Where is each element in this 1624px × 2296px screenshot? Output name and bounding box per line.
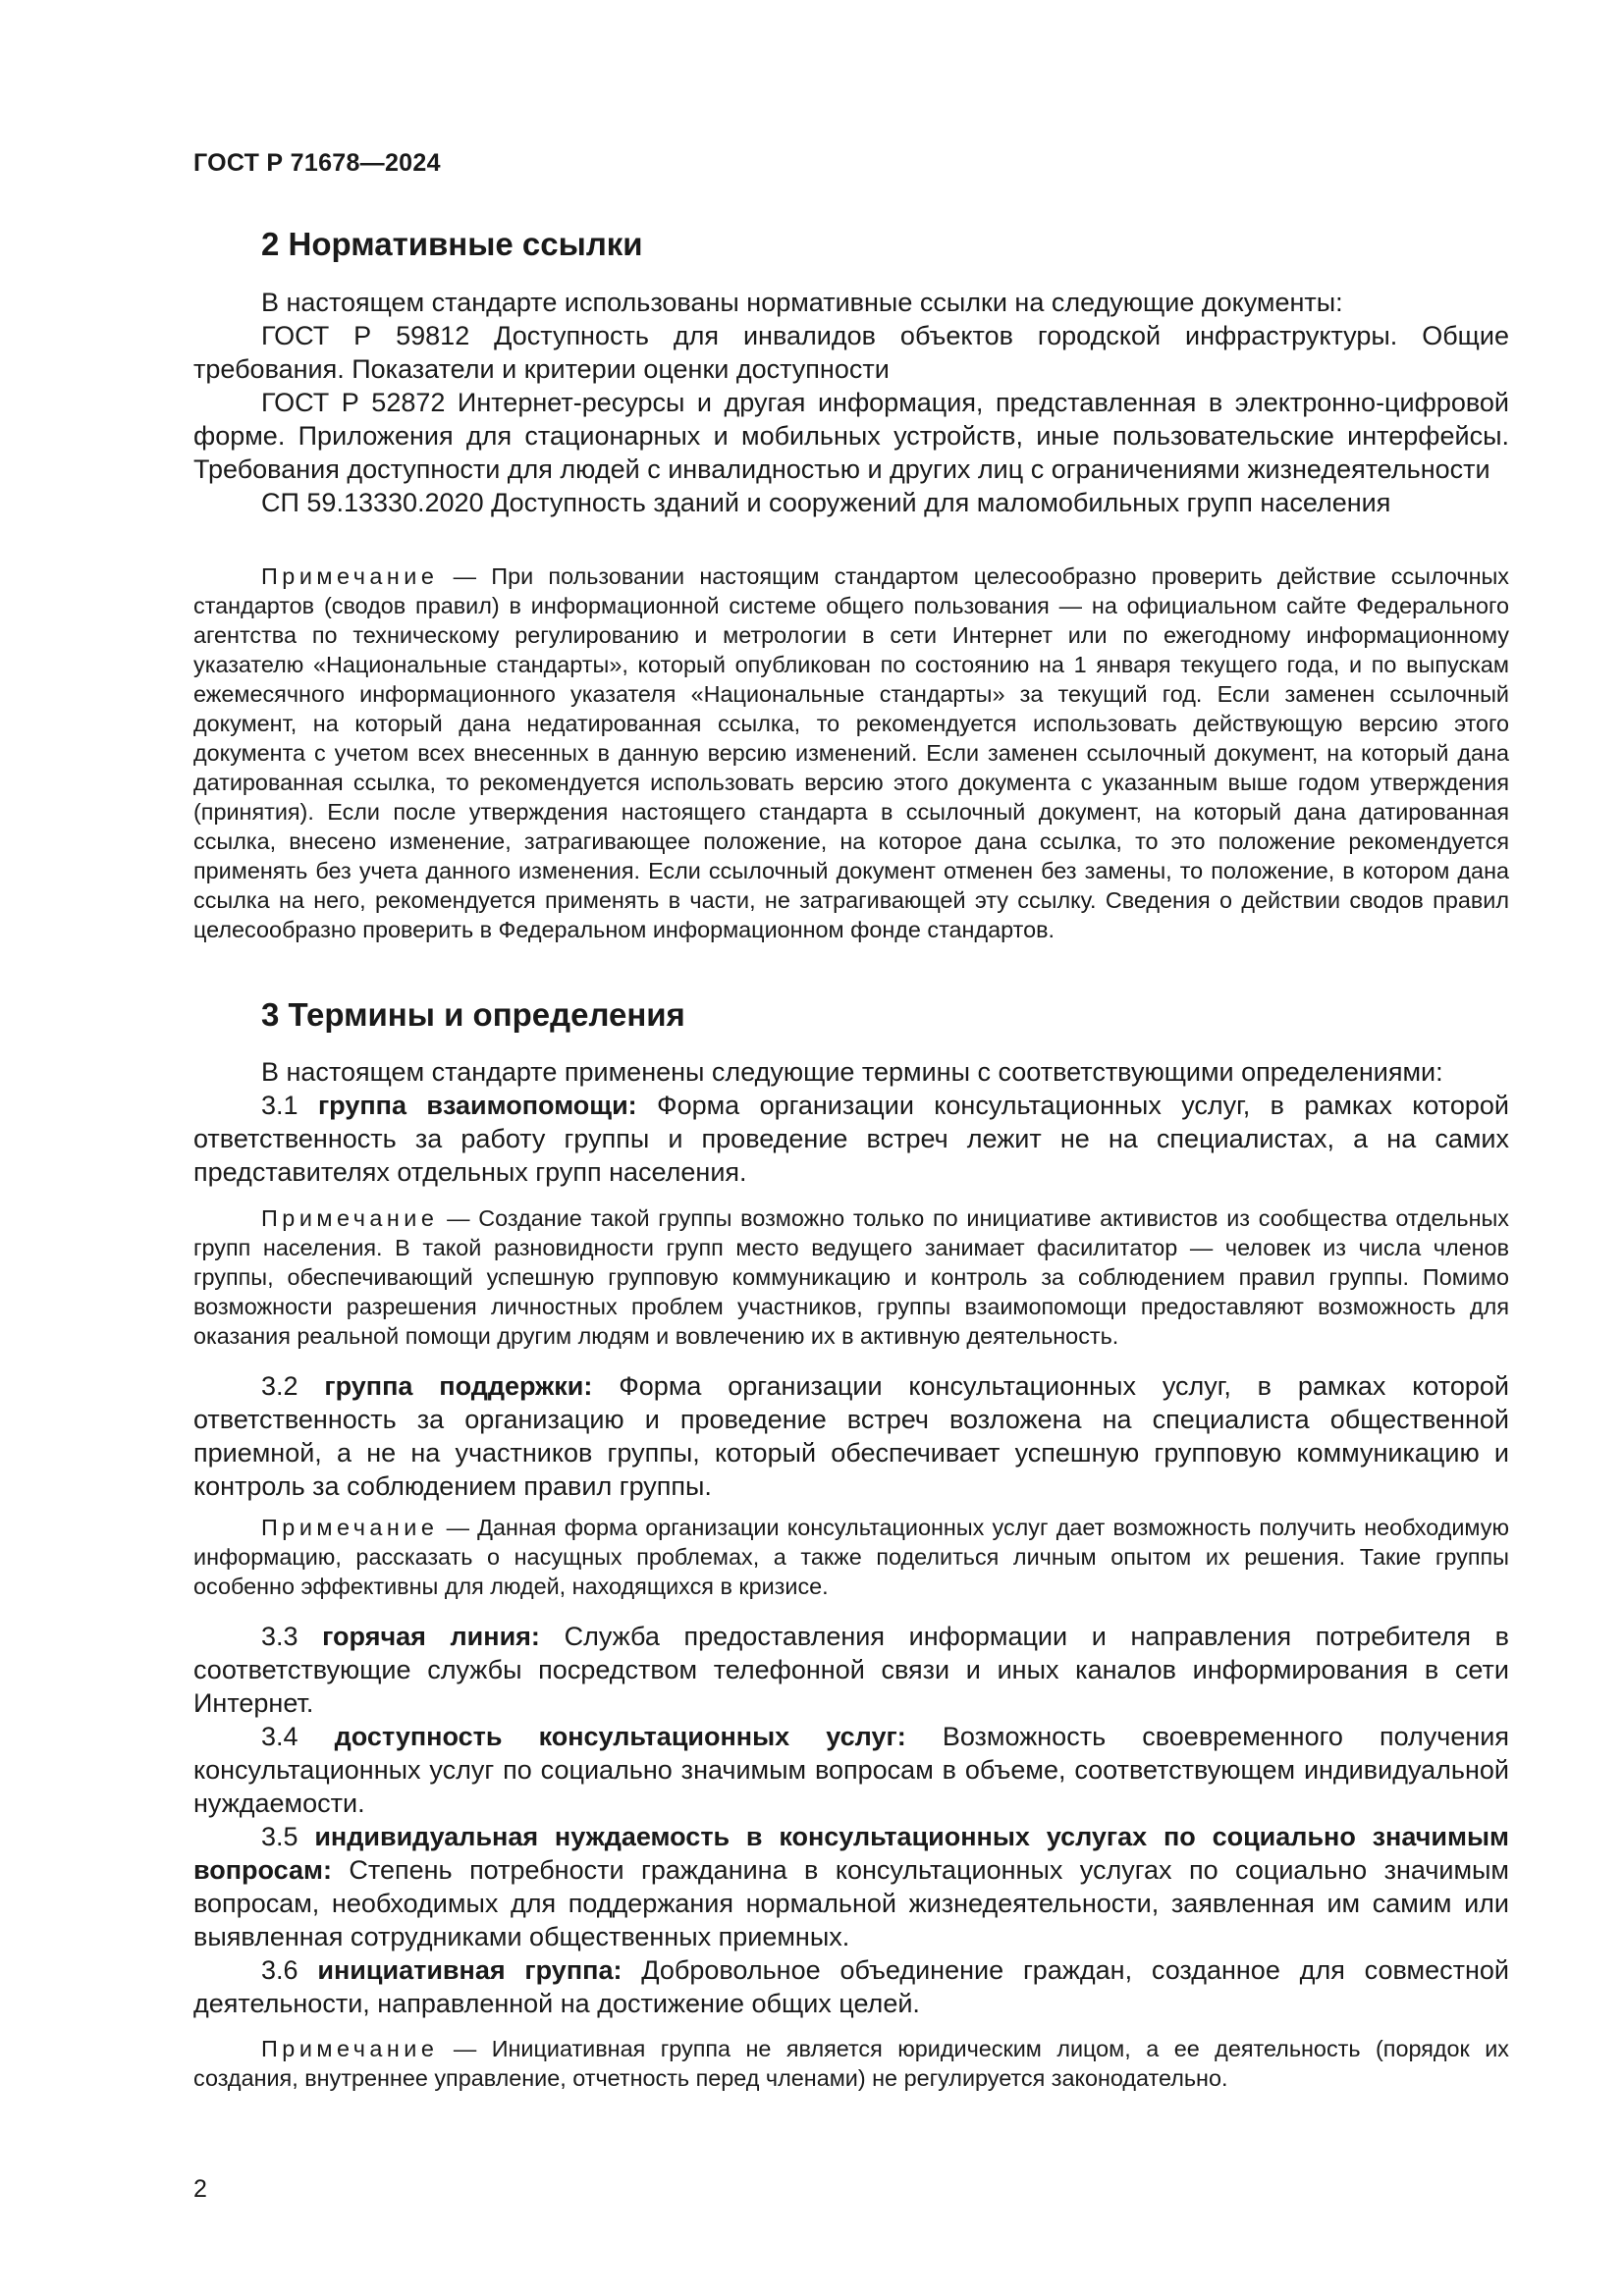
- term-name: группа поддержки:: [324, 1371, 593, 1401]
- note-text: — Инициативная группа не является юридическим лицом, а ее деятельность (порядок их создания, внутреннее управление, отчетность перед членами) не регулируется законодательно.: [193, 2036, 1509, 2091]
- term-number: 3.1: [261, 1091, 318, 1120]
- term-3-2-note: [193, 1513, 1509, 1601]
- term-definition: Форма организации консультационных услуг, в рамках которой ответственность за работу группы и проведение встреч лежит не на специалистах, а на самих представителях отдельных групп населения.: [193, 1091, 1509, 1187]
- term-definition: Возможность своевременного получения консультационных услуг по социально значимым вопросам в объеме, соответствующем индивидуальной нуждаемости.: [193, 1722, 1509, 1818]
- term-number: 3.5: [261, 1822, 315, 1851]
- section-3-title: 3 Термины и определения: [261, 996, 685, 1033]
- note-label: Примечание: [261, 1515, 439, 1540]
- section-2-note: [193, 561, 1509, 944]
- section-3-block-2: [193, 1369, 1509, 1503]
- section-2-paragraph: СП 59.13330.2020 Доступность зданий и сооружений для маломобильных групп населения: [261, 488, 1391, 517]
- section-3-intro: В настоящем стандарте применены следующие термины с соответствующими определениями:: [261, 1057, 1443, 1087]
- term-definition: Форма организации консультационных услуг, в рамках которой ответственность за организацию и проведение встреч возложена на специалиста общественной приемной, а не на участников группы, который обеспечивает успешную групповую коммуникацию и контроль за соблюдением правил группы.: [193, 1371, 1509, 1501]
- term-definition: Степень потребности гражданина в консультационных услугах по социально значимым вопросам, необходимых для поддержания нормальной жизнедеятельности, заявленная им самим или выявленная сотрудниками общественных приемных.: [193, 1855, 1509, 1951]
- term-3-6-note: [193, 2034, 1509, 2093]
- section-2-paragraph: ГОСТ Р 52872 Интернет-ресурсы и другая информация, представленная в электронно-цифровой форме. Приложения для стационарных и мобильных устройств, иные пользовательские интерфейсы. Требования доступности для людей с инвалидностью и других лиц с ограничениями жизнедеятельности: [193, 388, 1509, 484]
- term-3-3: [193, 1620, 1509, 1720]
- note-text: — При пользовании настоящим стандартом целесообразно проверить действие ссылочных стандартов (сводов правил) в информационной системе общего пользования — на официальном сайте Федерального агентства по техническому регулированию и метрологии в сети Интернет или по ежегодному информационному указателю «Национальные стандарты», который опубликован по состоянию на 1 января текущего года, и по выпускам ежемесячного информационного указателя «Национальные стандарты» за текущий год. Если заменен ссылочный документ, на который дана недатированная ссылка, то рекомендуется использовать действующую версию этого документа с учетом всех внесенных в данную версию изменений. Если заменен ссылочный документ, на который дана датированная ссылка, то рекомендуется использовать версию этого документа с указанным выше годом утверждения (принятия). Если после утверждения настоящего стандарта в ссылочный документ, на который дана датированная ссылка, внесено изменение, затрагивающее положение, на которое дана ссылка, то это положение рекомендуется применять без учета данного изменения. Если ссылочный документ отменен без замены, то положение, в котором дана ссылка на него, рекомендуется применять в части, не затрагивающей эту ссылку. Сведения о действии сводов правил целесообразно проверить в Федеральном информационном фонде стандартов.: [193, 563, 1509, 942]
- section-2-title: 2 Нормативные ссылки: [261, 226, 643, 262]
- term-number: 3.2: [261, 1371, 325, 1401]
- term-name: доступность консультационных услуг:: [334, 1722, 906, 1751]
- term-number: 3.4: [261, 1722, 335, 1751]
- term-3-4: [193, 1720, 1509, 1820]
- term-3-5: [193, 1820, 1509, 1953]
- note-text: — Создание такой группы возможно только по инициативе активистов из сообщества отдельных групп населения. В такой разновидности групп место ведущего занимает фасилитатор — человек из числа членов группы, обеспечивающий успешную групповую коммуникацию и контроль за соблюдением правил группы. Помимо возможности разрешения личностных проблем участников, группы взаимопомощи предоставляют возможность для оказания реальной помощи другим людям и вовлечению их в активную деятельность.: [193, 1205, 1509, 1349]
- section-3-block-3: [193, 1620, 1509, 2020]
- term-definition: Добровольное объединение граждан, созданное для совместной деятельности, направленной на достижение общих целей.: [193, 1955, 1509, 2018]
- term-name: горячая линия:: [322, 1622, 540, 1651]
- note-text: — Данная форма организации консультационных услуг дает возможность получить необходимую информацию, рассказать о насущных проблемах, а также поделиться личным опытом их решения. Такие группы особенно эффективны для людей, находящихся в кризисе.: [193, 1515, 1509, 1599]
- section-2-paragraph: В настоящем стандарте использованы нормативные ссылки на следующие документы:: [261, 288, 1343, 317]
- term-definition: Служба предоставления информации и направления потребителя в соответствующие службы посредством телефонной связи и иных каналов информирования в сети Интернет.: [193, 1622, 1509, 1718]
- document-header: ГОСТ Р 71678—2024: [193, 149, 441, 177]
- term-number: 3.6: [261, 1955, 318, 1985]
- term-name: группа взаимопомощи:: [317, 1091, 637, 1120]
- term-3-1: [193, 1089, 1509, 1189]
- section-2-paragraph: ГОСТ Р 59812 Доступность для инвалидов объектов городской инфраструктуры. Общие требования. Показатели и критерии оценки доступности: [193, 321, 1509, 384]
- term-3-6: [193, 1953, 1509, 2020]
- term-number: 3.3: [261, 1622, 323, 1651]
- note-label: Примечание: [261, 563, 439, 589]
- note-label: Примечание: [261, 2036, 439, 2061]
- term-3-2: [193, 1369, 1509, 1503]
- term-3-1-note: [193, 1203, 1509, 1351]
- note-label: Примечание: [261, 1205, 439, 1231]
- term-name: индивидуальная нуждаемость в консультационных услугах по социально значимым вопросам:: [193, 1822, 1509, 1885]
- term-name: инициативная группа:: [317, 1955, 623, 1985]
- section-2-body: [193, 286, 1509, 519]
- section-3-block-1: [193, 1055, 1509, 1189]
- page-number: 2: [193, 2175, 207, 2203]
